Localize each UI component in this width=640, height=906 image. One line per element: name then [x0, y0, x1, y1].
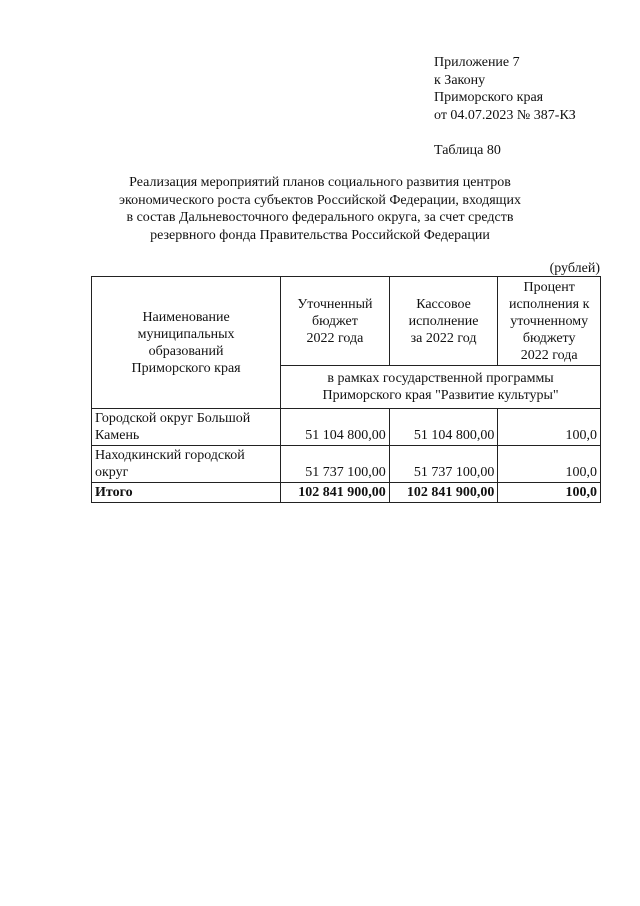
program-cell: [281, 366, 601, 409]
header-text: образований: [148, 343, 224, 359]
row-name-text: Камень: [95, 428, 140, 443]
header-text: бюджет: [312, 313, 358, 329]
header-text: 2022 года: [306, 330, 364, 346]
header-text: Наименование: [142, 309, 230, 325]
header-text: Уточненный: [297, 296, 373, 312]
row-name-cell: [92, 409, 281, 446]
header-budget-cell: [281, 277, 390, 366]
data-table: [91, 276, 601, 503]
row-name-cell: [92, 446, 281, 483]
row-percent-cell: 100,0: [498, 409, 601, 446]
row-budget-cell: 51 104 800,00: [281, 409, 390, 446]
annex-line: Приморского края: [434, 90, 544, 105]
row-name-text: округ: [95, 465, 129, 480]
header-percent-cell: [498, 277, 601, 366]
header-text: 2022 года: [520, 347, 578, 363]
row-budget-cell: 51 737 100,00: [281, 446, 390, 483]
document-title: [100, 174, 540, 244]
header-text: Процент: [523, 279, 575, 295]
annex-line: от 04.07.2023 № 387-КЗ: [434, 107, 576, 123]
total-label-cell: Итого: [92, 483, 281, 503]
header-text: исполнения к: [508, 296, 590, 312]
header-text: за 2022 год: [410, 330, 477, 346]
row-cash-cell: 51 737 100,00: [389, 446, 498, 483]
header-text: Кассовое: [416, 296, 471, 312]
row-name-text: Находкинский городской: [95, 448, 245, 463]
total-percent-cell: 100,0: [498, 483, 601, 503]
header-name-cell: [92, 277, 281, 409]
title-line: резервного фонда Правительства Российской Федерации: [150, 227, 490, 243]
total-cash-cell: 102 841 900,00: [389, 483, 498, 503]
title-line: в состав Дальневосточного федерального округа, за счет средств: [126, 210, 514, 225]
row-percent-cell: 100,0: [498, 446, 601, 483]
title-line: Реализация мероприятий планов социального развития центров: [129, 175, 511, 190]
table-row: [92, 409, 601, 446]
row-name-text: Городской округ Большой: [95, 411, 251, 426]
total-budget-cell: 102 841 900,00: [281, 483, 390, 503]
header-cash-cell: [389, 277, 498, 366]
header-row: [92, 277, 601, 366]
header-text: уточненному: [510, 313, 589, 329]
annex-line: Приложение 7: [434, 55, 520, 70]
header-text: Приморского края: [131, 360, 241, 376]
header-text: муниципальных: [137, 326, 235, 342]
table-row: [92, 446, 601, 483]
units-label: (рублей): [549, 261, 600, 276]
program-text: в рамках государственной программы: [327, 371, 554, 386]
header-text: бюджету: [522, 330, 576, 346]
row-cash-cell: 51 104 800,00: [389, 409, 498, 446]
annex-line: к Закону: [434, 72, 486, 88]
title-line: экономического роста субъектов Российской Федерации, входящих: [119, 192, 521, 208]
total-row: [92, 483, 601, 503]
table-number: Таблица 80: [434, 143, 501, 158]
program-text: Приморского края "Развитие культуры": [322, 388, 559, 403]
header-text: исполнение: [408, 313, 479, 329]
annex-block: [434, 54, 576, 124]
